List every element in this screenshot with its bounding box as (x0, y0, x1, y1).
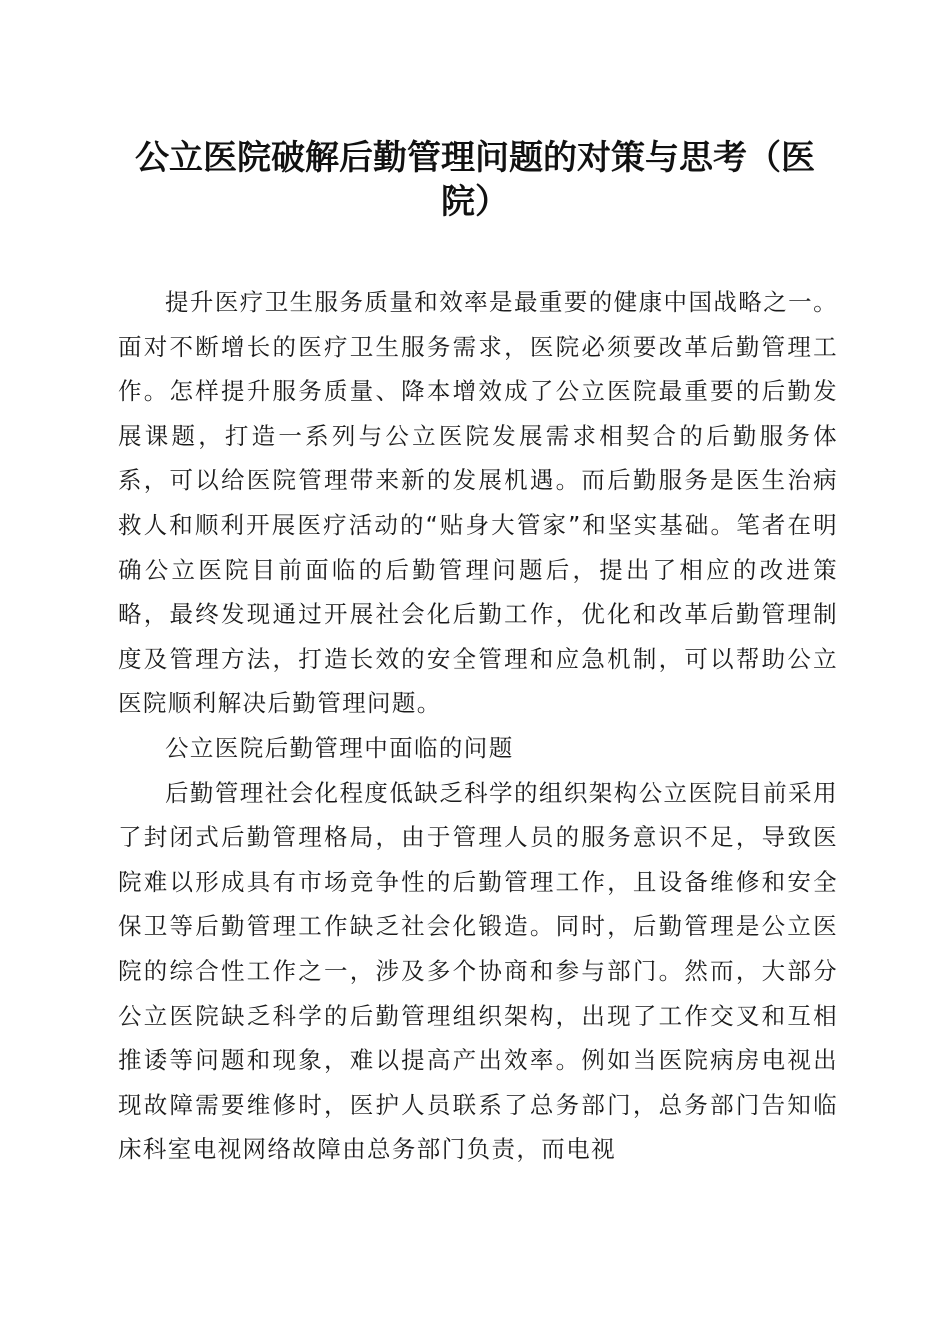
document-title: 公立医院破解后勤管理问题的对策与思考（医院） (135, 138, 815, 222)
document-body (118, 280, 838, 1172)
body-paragraph: 后勤管理社会化程度低缺乏科学的组织架构公立医院目前采用了封闭式后勤管理格局，由于管理人员的服务意识不足，导致医院难以形成具有市场竞争性的后勤管理工作，且设备维修和安全保卫等后勤管理工作缺乏社会化锻造。同时，后勤管理是公立医院的综合性工作之一，涉及多个协商和参与部门。然而，大部分公立医院缺乏科学的后勤管理组织架构，出现了工作交叉和互相推诿等问题和现象，难以提高产出效率。例如当医院病房电视出现故障需要维修时，医护人员联系了总务部门，总务部门告知临床科室电视网络故障由总务部门负责，而电视 (118, 778, 838, 1164)
intro-paragraph: 提升医疗卫生服务质量和效率是最重要的健康中国战略之一。面对不断增长的医疗卫生服务需求，医院必须要改革后勤管理工作。怎样提升服务质量、降本增效成了公立医院最重要的后勤发展课题，打造一系列与公立医院发展需求相契合的后勤服务体系，可以给医院管理带来新的发展机遇。而后勤服务是医生治病救人和顺利开展医疗活动的“贴身大管家”和坚实基础。笔者在明确公立医院目前面临的后勤管理问题后，提出了相应的改进策略，最终发现通过开展社会化后勤工作，优化和改革后勤管理制度及管理方法，打造长效的安全管理和应急机制，可以帮助公立医院顺利解决后勤管理问题。 (118, 288, 838, 718)
section-heading: 公立医院后勤管理中面临的问题 (165, 733, 514, 762)
